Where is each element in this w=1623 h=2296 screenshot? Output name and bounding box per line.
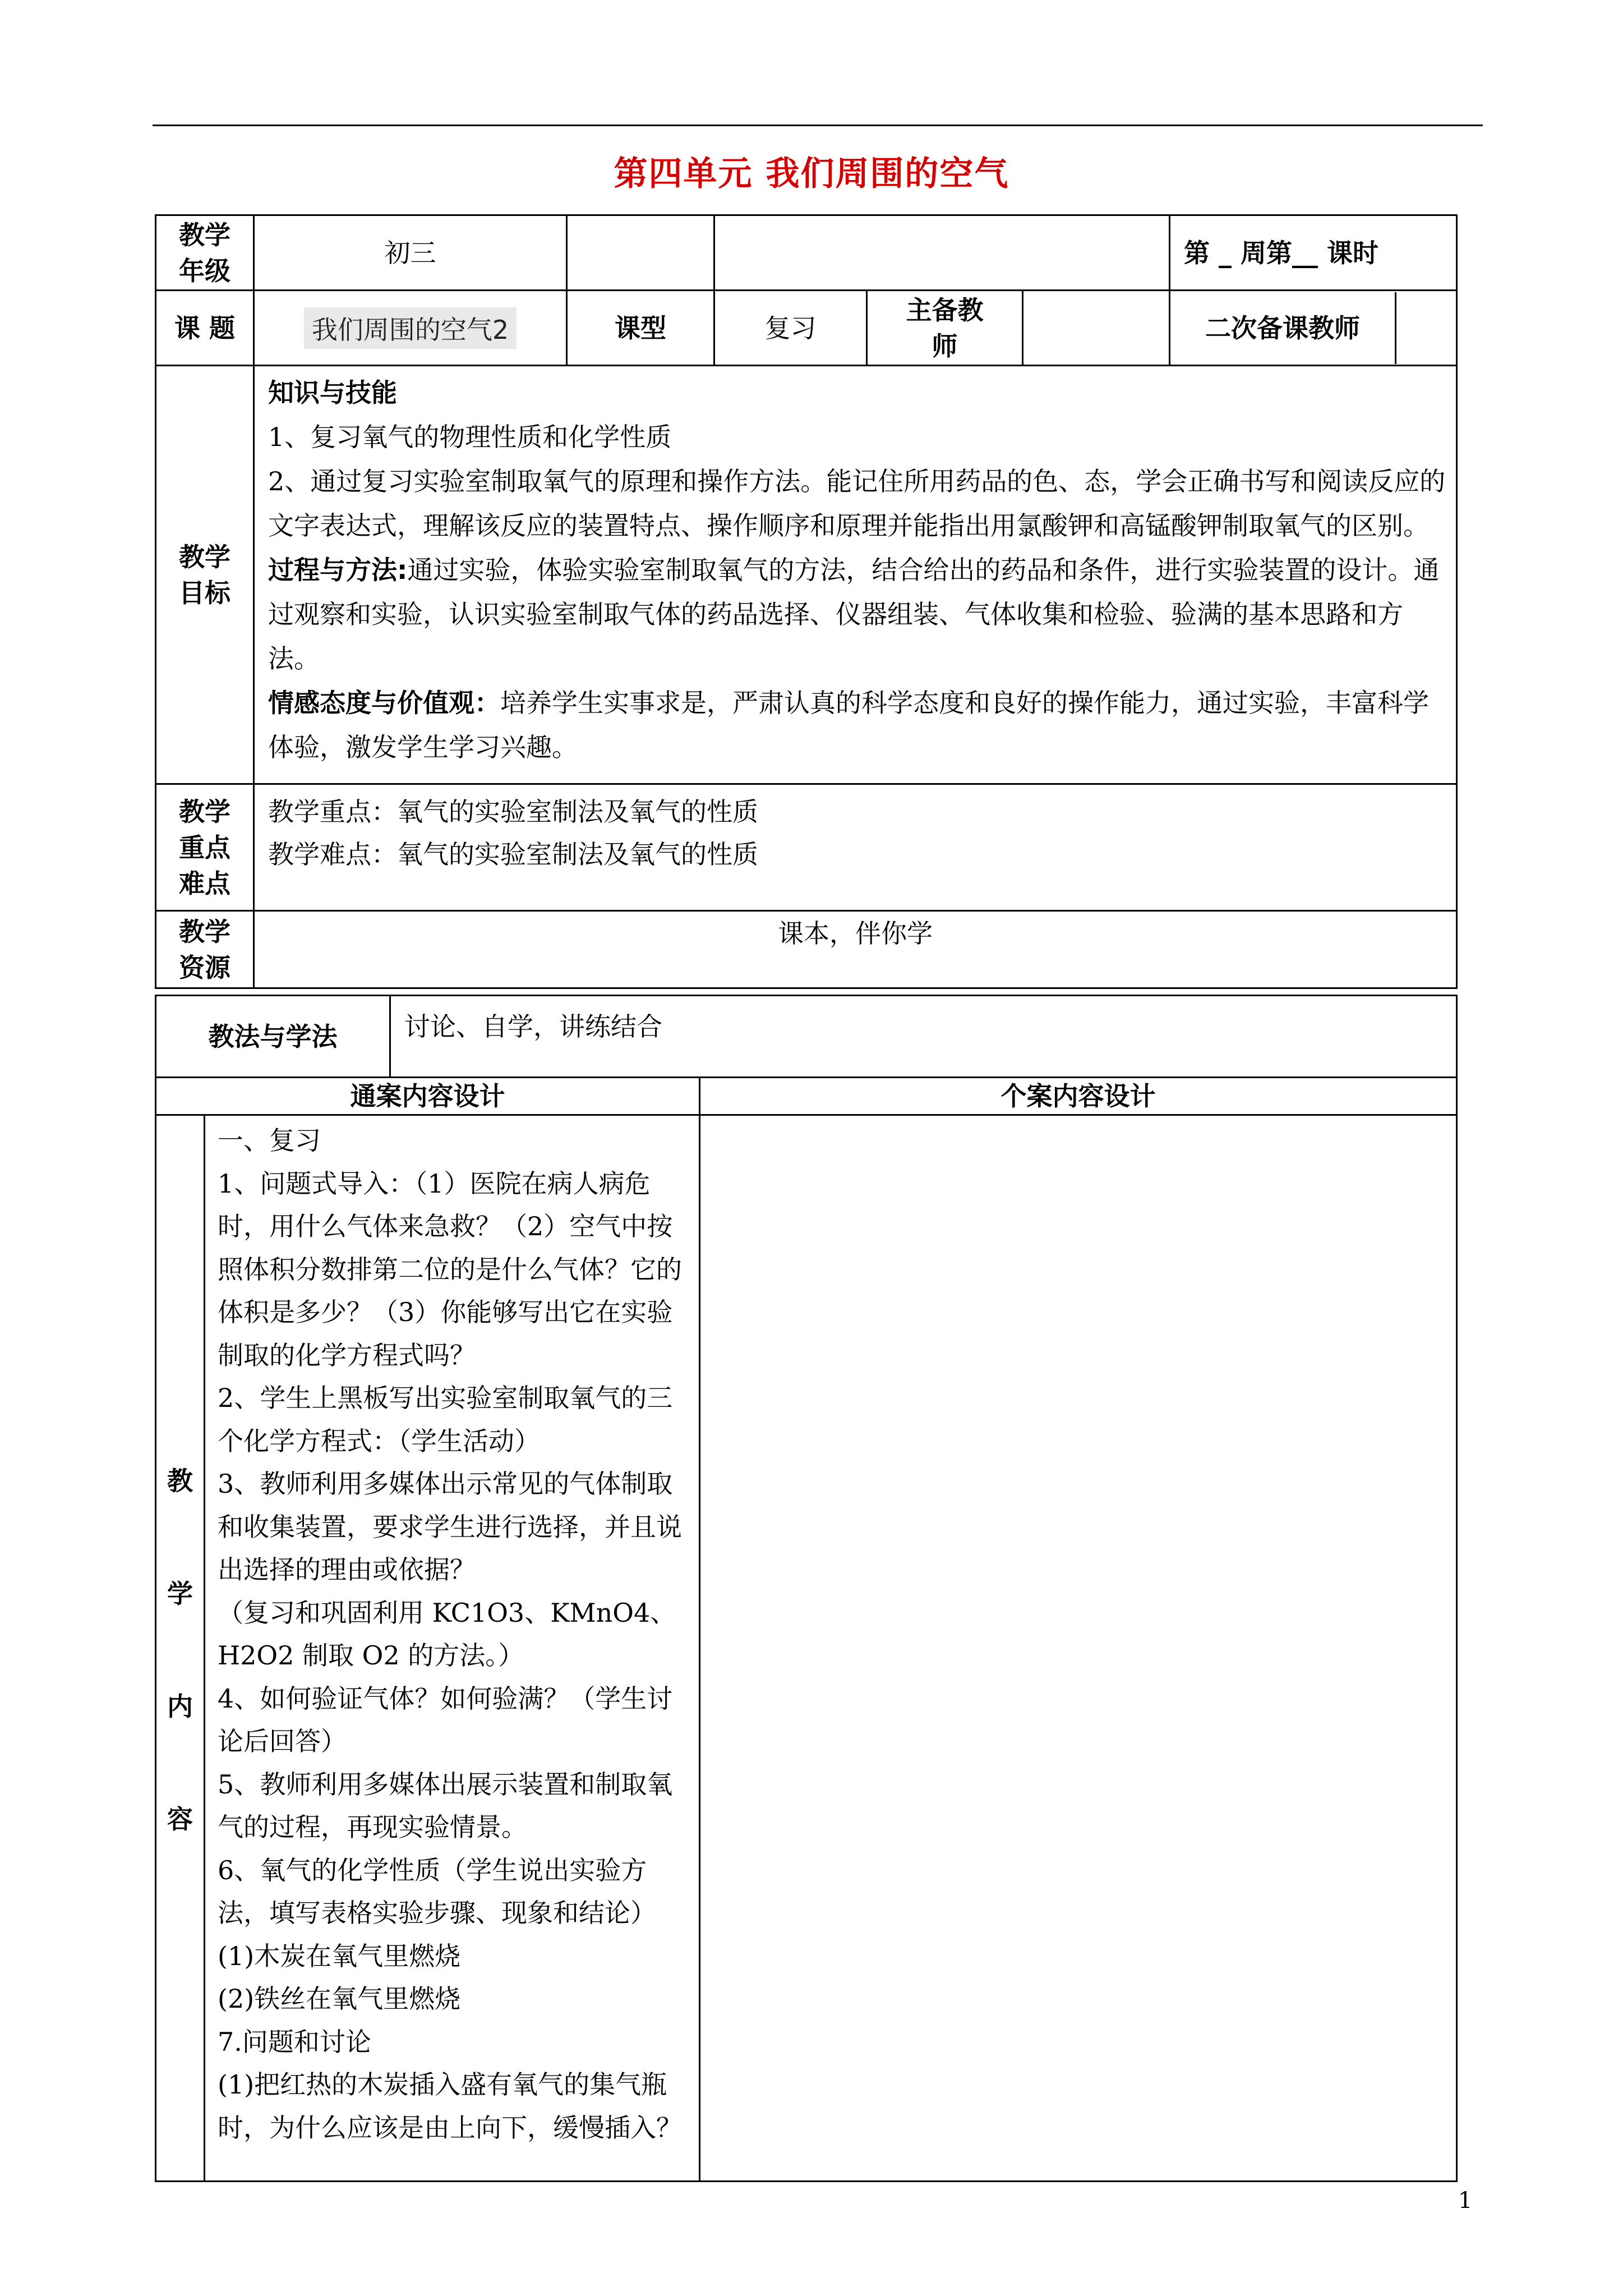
design-line: （复习和巩固利用 KC1O3、KMnO4、H2O2 制取 O2 的方法。） bbox=[218, 1597, 676, 1671]
design-line: (1)把红热的木炭插入盛有氧气的集气瓶时，为什么应该是由上向下，缓慢插入？ bbox=[218, 2069, 682, 2143]
grade-label: 教学年级 bbox=[156, 215, 254, 291]
second-teacher-cell bbox=[1170, 291, 1457, 366]
type-label: 课型 bbox=[567, 291, 714, 366]
side-char-4: 容 bbox=[167, 1803, 193, 1834]
blank-cell bbox=[567, 215, 714, 291]
objectives-row bbox=[156, 366, 1457, 784]
common-design-content bbox=[205, 1115, 700, 2182]
individual-design-header: 个案内容设计 bbox=[700, 1078, 1457, 1115]
design-line: 6、氧气的化学性质（学生说出实验方法，填写表格实验步骤、现象和结论） bbox=[218, 1855, 656, 1928]
objectives-label: 教学目标 bbox=[156, 366, 254, 784]
page-number: 1 bbox=[1458, 2188, 1473, 2214]
header-rule bbox=[153, 125, 1483, 126]
design-body-row bbox=[156, 1115, 1457, 2182]
common-design-header: 通案内容设计 bbox=[156, 1078, 700, 1115]
process-paragraph bbox=[268, 548, 1447, 681]
objective-k2: 2、通过复习实验室制取氧气的原理和操作方法。能记住所用药品的色、态，学会正确书写和阅读反应的文字表达式，理解该反应的装置特点、操作顺序和原理并能指出用氯酸钾和高锰酸钾制取氧气的区别。 bbox=[268, 466, 1446, 541]
main-teacher-label: 主备教师 bbox=[867, 291, 1023, 366]
design-line: 一、复习 bbox=[218, 1125, 321, 1156]
design-line: 1、问题式导入：（1）医院在病人病危时，用什么气体来急救？（2）空气中按照体积分数排第二位的是什么气体？它的体积是多少？（3）你能够写出它在实验制取的化学方程式吗？ bbox=[218, 1168, 682, 1370]
keypoints-label: 教学重点难点 bbox=[156, 784, 254, 911]
methods-table bbox=[155, 995, 1458, 1078]
design-line: 4、如何验证气体？如何验满？（学生讨论后回答） bbox=[218, 1683, 673, 1756]
methods-label: 教法与学法 bbox=[156, 996, 390, 1078]
topic-row bbox=[156, 291, 1457, 366]
key-point: 教学重点：氧气的实验室制法及氧气的性质 bbox=[268, 797, 758, 827]
side-char-1: 教 bbox=[167, 1465, 193, 1496]
topic-value-cell bbox=[254, 291, 567, 366]
design-header-row bbox=[156, 1078, 1457, 1115]
teaching-content-label bbox=[156, 1115, 205, 2182]
keypoints-content bbox=[254, 784, 1457, 911]
side-char-2: 学 bbox=[167, 1578, 193, 1609]
methods-row bbox=[156, 996, 1457, 1078]
keypoints-row bbox=[156, 784, 1457, 911]
objective-k1: 1、复习氧气的物理性质和化学性质 bbox=[268, 422, 672, 452]
type-value: 复习 bbox=[714, 291, 867, 366]
lesson-info-table bbox=[155, 214, 1458, 989]
design-table bbox=[155, 1076, 1458, 2182]
objectives-content bbox=[254, 366, 1457, 784]
second-teacher-value bbox=[1396, 292, 1456, 364]
individual-design-content bbox=[700, 1115, 1457, 2182]
resources-row bbox=[156, 911, 1457, 988]
design-line: 2、学生上黑板写出实验室制取氧气的三个化学方程式：（学生活动） bbox=[218, 1383, 673, 1456]
side-char-3: 内 bbox=[167, 1691, 193, 1722]
topic-value: 我们周围的空气2 bbox=[304, 307, 517, 349]
design-line: 3、教师利用多媒体出示常见的气体制取和收集装置，要求学生进行选择，并且说出选择的理由或依据？ bbox=[218, 1469, 682, 1585]
process-heading: 过程与方法: bbox=[268, 555, 408, 585]
second-teacher-label: 二次备课教师 bbox=[1170, 292, 1396, 364]
design-line: 5、教师利用多媒体出展示装置和制取氧气的过程，再现实验情景。 bbox=[218, 1769, 673, 1842]
grade-value: 初三 bbox=[254, 215, 567, 291]
knowledge-heading: 知识与技能 bbox=[268, 378, 397, 408]
emotion-paragraph bbox=[268, 681, 1447, 770]
emotion-heading: 情感态度与价值观： bbox=[268, 688, 500, 718]
topic-label: 课 题 bbox=[156, 291, 254, 366]
methods-value: 讨论、自学，讲练结合 bbox=[390, 996, 1457, 1078]
main-teacher-value bbox=[1023, 291, 1170, 366]
process-text: 通过实验，体验实验室制取氧气的方法，结合给出的药品和条件，进行实验装置的设计。通过观察和实验，认识实验室制取气体的药品选择、仪器组装、气体收集和检验、验满的基本思路和方法。 bbox=[268, 555, 1440, 674]
design-line: (2)铁丝在氧气里燃烧 bbox=[218, 1984, 461, 2014]
design-line: (1)木炭在氧气里燃烧 bbox=[218, 1940, 461, 1971]
emotion-text: 培养学生实事求是，严肃认真的科学态度和良好的操作能力，通过实验，丰富科学体验，激发学生学习兴趣。 bbox=[268, 688, 1429, 762]
page-title: 第四单元 我们周围的空气 bbox=[614, 154, 1009, 194]
period-text: 第 _ 周第__ 课时 bbox=[1170, 215, 1457, 291]
resources-value: 课本，伴你学 bbox=[254, 911, 1457, 988]
difficult-point: 教学难点：氧气的实验室制法及氧气的性质 bbox=[268, 839, 758, 869]
resources-label: 教学资源 bbox=[156, 911, 254, 988]
blank-cell-wide bbox=[714, 215, 1170, 291]
grade-row bbox=[156, 215, 1457, 291]
design-line: 7.问题和讨论 bbox=[218, 2026, 371, 2057]
